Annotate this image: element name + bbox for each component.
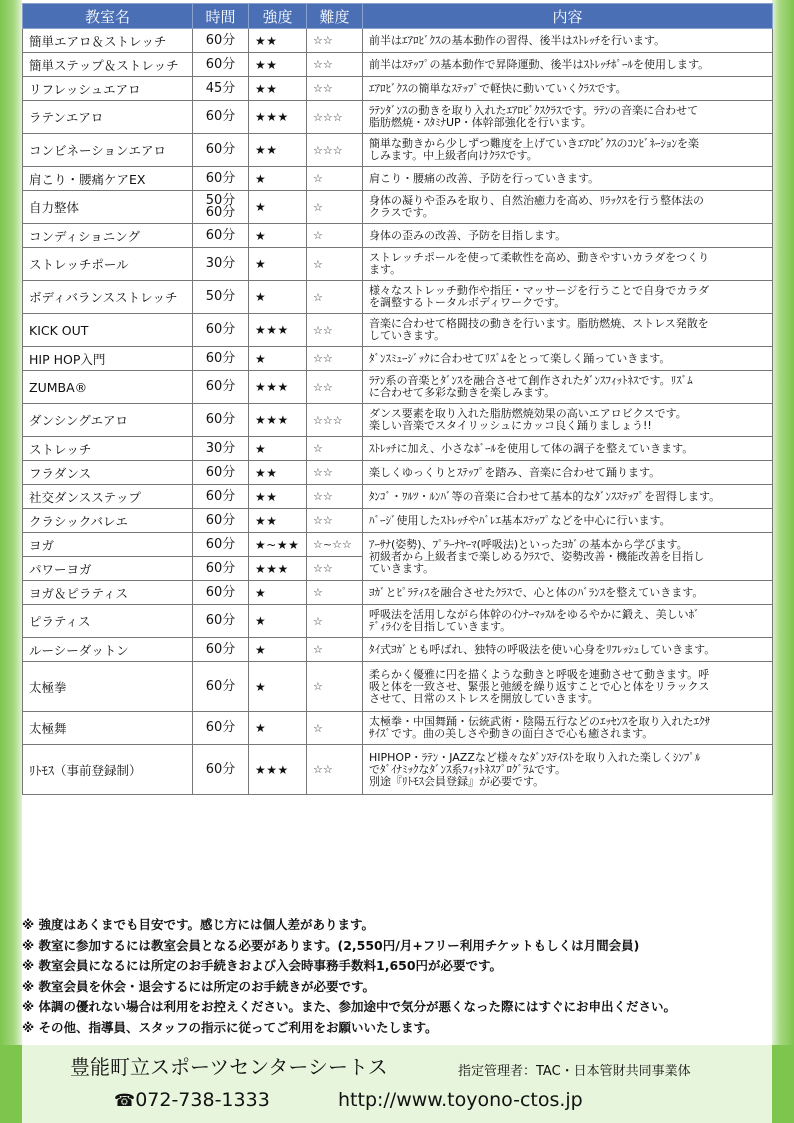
header-content: 内容 <box>363 4 773 29</box>
class-name-cell: コンビネーションエアロ <box>23 134 193 167</box>
time-cell: 60分 <box>193 557 249 581</box>
table-row <box>23 314 773 347</box>
time-cell: 60分 <box>193 485 249 509</box>
header-difficulty: 難度 <box>307 4 363 29</box>
intensity-cell: ★ <box>249 581 307 605</box>
note-item: ※ 教室に参加するには教室会員となる必要があります。(2,550円/月+フリー利用チケットもしくは月間会員) <box>22 937 640 953</box>
manager-text: 指定管理者：TAC・日本管財共同事業体 <box>458 1064 691 1079</box>
difficulty-cell: ☆ <box>307 662 363 712</box>
difficulty-cell: ☆ <box>307 167 363 191</box>
difficulty-cell: ☆ <box>307 437 363 461</box>
difficulty-cell: ☆☆ <box>307 314 363 347</box>
intensity-cell: ★ <box>249 662 307 712</box>
class-name-cell: HIP HOP入門 <box>23 347 193 371</box>
time-cell: 60分 <box>193 224 249 248</box>
intensity-cell: ★ <box>249 281 307 314</box>
table-row <box>23 191 773 224</box>
table-row <box>23 101 773 134</box>
class-name-cell: 簡単エアロ＆ストレッチ <box>23 29 193 53</box>
class-schedule-table <box>22 3 773 795</box>
facility-name: 豊能町立スポーツセンターシートス <box>70 1055 388 1079</box>
difficulty-cell: ☆☆☆ <box>307 404 363 437</box>
difficulty-cell: ☆☆ <box>307 557 363 581</box>
class-name-cell: 肩こり・腰痛ケアEX <box>23 167 193 191</box>
content-cell: 太極拳・中国舞踊・伝統武術・陰陽五行などのｴｯｾﾝｽを取り入れたｴｸｻ ｻｲｽﾞです。曲の美しさや動きの面白さで心も癒されます。 <box>363 712 773 745</box>
table-row <box>23 347 773 371</box>
intensity-cell: ★ <box>249 605 307 638</box>
table-row <box>23 605 773 638</box>
class-name-cell: ヨガ <box>23 533 193 557</box>
class-name-cell: ピラティス <box>23 605 193 638</box>
intensity-cell: ★ <box>249 224 307 248</box>
content-cell: 身体の歪みの改善、予防を目指します。 <box>363 224 773 248</box>
time-cell: 60分 <box>193 662 249 712</box>
class-name-cell: ヨガ＆ピラティス <box>23 581 193 605</box>
intensity-cell: ★★ <box>249 461 307 485</box>
time-cell: 60分 <box>193 29 249 53</box>
content-cell: ｽﾄﾚｯﾁに加え、小さなﾎﾞｰﾙを使用して体の調子を整えていきます。 <box>363 437 773 461</box>
content-cell: ﾗﾃﾝﾀﾞﾝｽの動きを取り入れたｴｱﾛﾋﾞｸｽｸﾗｽです。ﾗﾃﾝの音楽に合わせて 脂肪燃焼・ｽﾀﾐﾅUP・体幹部強化を行います。 <box>363 101 773 134</box>
class-name-cell: ダンシングエアロ <box>23 404 193 437</box>
table-row <box>23 533 773 557</box>
phone-number: 072-738-1333 <box>135 1089 270 1111</box>
difficulty-cell: ☆ <box>307 605 363 638</box>
class-name-cell: 太極拳 <box>23 662 193 712</box>
content-cell: 音楽に合わせて格闘技の動きを行います。脂肪燃焼、ストレス発散を していきます。 <box>363 314 773 347</box>
difficulty-cell: ☆☆ <box>307 371 363 404</box>
difficulty-cell: ☆☆☆ <box>307 134 363 167</box>
difficulty-cell: ☆☆ <box>307 53 363 77</box>
difficulty-cell: ☆☆ <box>307 347 363 371</box>
intensity-cell: ★★ <box>249 29 307 53</box>
content-cell: ﾖｶﾞとﾋﾟﾗﾃｨｽを融合させたｸﾗｽで、心と体のﾊﾞﾗﾝｽを整えていきます。 <box>363 581 773 605</box>
table-row <box>23 485 773 509</box>
class-name-cell: KICK OUT <box>23 314 193 347</box>
intensity-cell: ★ <box>249 167 307 191</box>
note-item: ※ 教室会員を休会・退会するには所定のお手続きが必要です。 <box>22 978 376 994</box>
content-cell: HIPHOP・ﾗﾃﾝ・JAZZなど様々なﾀﾞﾝｽﾃｲｽﾄを取り入れた楽しくｼﾝﾌﾟﾙ でﾀﾞｲﾅﾐｯｸなﾀﾞﾝｽ系ﾌｨｯﾄﾈｽﾌﾟﾛｸﾞﾗﾑです。 別途『ﾘﾄﾓｽ会員登録』が必要です。 <box>363 745 773 795</box>
time-cell: 60分 <box>193 533 249 557</box>
table-row <box>23 404 773 437</box>
notes <box>22 915 782 1038</box>
class-name-cell: ルーシーダットン <box>23 638 193 662</box>
table-row <box>23 509 773 533</box>
intensity-cell: ★ <box>249 712 307 745</box>
time-cell: 60分 <box>193 314 249 347</box>
time-cell: 60分 <box>193 605 249 638</box>
difficulty-cell: ☆☆ <box>307 77 363 101</box>
content-cell: ストレッチポールを使って柔軟性を高め、動きやすいカラダをつくり ます。 <box>363 248 773 281</box>
intensity-cell: ★★★ <box>249 404 307 437</box>
difficulty-cell: ☆ <box>307 191 363 224</box>
time-cell: 60分 <box>193 167 249 191</box>
time-cell: 60分 <box>193 509 249 533</box>
footer <box>0 1045 794 1123</box>
intensity-cell: ★ <box>249 638 307 662</box>
table-row <box>23 134 773 167</box>
time-cell: 60分 <box>193 712 249 745</box>
intensity-cell: ★★★ <box>249 314 307 347</box>
header-time: 時間 <box>193 4 249 29</box>
intensity-cell: ★★ <box>249 53 307 77</box>
time-cell: 60分 <box>193 404 249 437</box>
class-name-cell: フラダンス <box>23 461 193 485</box>
time-cell: 60分 <box>193 101 249 134</box>
content-cell: 様々なストレッチ動作や指圧・マッサージを行うことで自身でカラダ を調整するトータルボディワークです。 <box>363 281 773 314</box>
content-cell: ｴｱﾛﾋﾞｸｽの簡単なｽﾃｯﾌﾟで軽快に動いていくｸﾗｽです。 <box>363 77 773 101</box>
note-item: ※ 体調の優れない場合は利用をお控えください。また、参加途中で気分が悪くなった際にはすぐにお申出ください。 <box>22 999 677 1014</box>
table-header-row <box>23 4 773 29</box>
intensity-cell: ★★★ <box>249 101 307 134</box>
content-cell: ﾀﾞﾝｽﾐｭｰｼﾞｯｸに合わせてﾘｽﾞﾑをとって楽しく踊っていきます。 <box>363 347 773 371</box>
content-cell: ﾀｲ式ﾖｶﾞとも呼ばれ、独特の呼吸法を使い心身をﾘﾌﾚｯｼｭしていきます。 <box>363 638 773 662</box>
time-cell: 60分 <box>193 745 249 795</box>
table-row <box>23 745 773 795</box>
content-cell: ﾀﾝｺﾞ・ﾜﾙﾂ・ﾙﾝﾊﾞ等の音楽に合わせて基本的なﾀﾞﾝｽｽﾃｯﾌﾟを習得します。 <box>363 485 773 509</box>
intensity-cell: ★★★ <box>249 371 307 404</box>
class-name-cell: ﾘﾄﾓｽ（事前登録制） <box>23 745 193 795</box>
class-name-cell: 自力整体 <box>23 191 193 224</box>
header-intensity: 強度 <box>249 4 307 29</box>
difficulty-cell: ☆~☆☆ <box>307 533 363 557</box>
time-cell: 60分 <box>193 371 249 404</box>
difficulty-cell: ☆☆ <box>307 509 363 533</box>
table-row <box>23 167 773 191</box>
content-cell: 前半はｽﾃｯﾌﾟの基本動作で昇降運動、後半はｽﾄﾚｯﾁﾎﾟｰﾙを使用します。 <box>363 53 773 77</box>
intensity-cell: ★★★ <box>249 745 307 795</box>
time-cell: 50分 60分 <box>193 191 249 224</box>
content-cell: ｱｰｻﾅ(姿勢)、ﾌﾟﾗｰﾅﾔｰﾏ(呼吸法)といったﾖｶﾞの基本から学びます。 初級者から上級者まで楽しめるｸﾗｽで、姿勢改善・機能改善を目指し ていきます。 <box>363 533 773 581</box>
intensity-cell: ★ <box>249 437 307 461</box>
table-row <box>23 461 773 485</box>
intensity-cell: ★★ <box>249 134 307 167</box>
difficulty-cell: ☆☆ <box>307 461 363 485</box>
table-row <box>23 371 773 404</box>
intensity-cell: ★ <box>249 248 307 281</box>
phone <box>114 1089 270 1111</box>
time-cell: 60分 <box>193 581 249 605</box>
difficulty-cell: ☆ <box>307 224 363 248</box>
content-cell: 前半はｴｱﾛﾋﾞｸｽの基本動作の習得、後半はｽﾄﾚｯﾁを行います。 <box>363 29 773 53</box>
content-cell: 簡単な動きから少しずつ難度を上げていきｴｱﾛﾋﾞｸｽのｺﾝﾋﾞﾈｰｼｮﾝを楽 しみます。中上級者向けｸﾗｽです。 <box>363 134 773 167</box>
content-cell: 柔らかく優雅に円を描くような動きと呼吸を連動させて動きます。呼 吸と体を一致させ、緊張と弛緩を繰り返すことで心と体をリラックス させて、日常のストレスを開放していきます。 <box>363 662 773 712</box>
time-cell: 50分 <box>193 281 249 314</box>
content-cell: 肩こり・腰痛の改善、予防を行っていきます。 <box>363 167 773 191</box>
note-item: ※ 強度はあくまでも目安です。感じ方には個人差があります。 <box>22 917 375 932</box>
content-cell: ﾗﾃﾝ系の音楽とﾀﾞﾝｽを融合させて創作されたﾀﾞﾝｽﾌｨｯﾄﾈｽです。ﾘｽﾞﾑ に合わせて多彩な動きを楽しみます。 <box>363 371 773 404</box>
intensity-cell: ★★ <box>249 485 307 509</box>
footer-box <box>22 1045 772 1123</box>
note-item: ※ 教室会員になるには所定のお手続きおよび入会時事務手数料1,650円が必要です。 <box>22 958 503 973</box>
intensity-cell: ★ <box>249 191 307 224</box>
content-cell: ﾊﾞｰｼﾞ使用したｽﾄﾚｯﾁやﾊﾞﾚｴ基本ｽﾃｯﾌﾟなどを中心に行います。 <box>363 509 773 533</box>
difficulty-cell: ☆☆ <box>307 745 363 795</box>
time-cell: 30分 <box>193 248 249 281</box>
difficulty-cell: ☆ <box>307 248 363 281</box>
table-row <box>23 281 773 314</box>
table-row <box>23 77 773 101</box>
class-name-cell: 簡単ステップ＆ストレッチ <box>23 53 193 77</box>
class-name-cell: ボディバランスストレッチ <box>23 281 193 314</box>
difficulty-cell: ☆☆☆ <box>307 101 363 134</box>
table-row <box>23 224 773 248</box>
content-cell: 身体の凝りや歪みを取り、自然治癒力を高め、ﾘﾗｯｸｽを行う整体法の クラスです。 <box>363 191 773 224</box>
content-cell: ダンス要素を取り入れた脂肪燃焼効果の高いエアロビクスです。 楽しい音楽でスタイリッシュにカッコ良く踊りましょう!! <box>363 404 773 437</box>
intensity-cell: ★★ <box>249 509 307 533</box>
content-cell: 楽しくゆっくりとｽﾃｯﾌﾟを踏み、音楽に合わせて踊ります。 <box>363 461 773 485</box>
time-cell: 60分 <box>193 461 249 485</box>
header-class-name: 教室名 <box>23 4 193 29</box>
table-row <box>23 581 773 605</box>
difficulty-cell: ☆ <box>307 638 363 662</box>
website-link[interactable]: http://www.toyono-ctos.jp <box>338 1089 583 1111</box>
table-row <box>23 712 773 745</box>
class-name-cell: ラテンエアロ <box>23 101 193 134</box>
table-row <box>23 248 773 281</box>
class-name-cell: ストレッチポール <box>23 248 193 281</box>
time-cell: 60分 <box>193 638 249 662</box>
class-name-cell: パワーヨガ <box>23 557 193 581</box>
time-cell: 60分 <box>193 347 249 371</box>
intensity-cell: ★★ <box>249 77 307 101</box>
class-name-cell: ストレッチ <box>23 437 193 461</box>
class-name-cell: クラシックバレエ <box>23 509 193 533</box>
table-row <box>23 53 773 77</box>
intensity-cell: ★ <box>249 347 307 371</box>
class-name-cell: コンディショニング <box>23 224 193 248</box>
difficulty-cell: ☆☆ <box>307 29 363 53</box>
time-cell: 60分 <box>193 134 249 167</box>
time-cell: 30分 <box>193 437 249 461</box>
intensity-cell: ★★★ <box>249 557 307 581</box>
table-row <box>23 437 773 461</box>
class-name-cell: 太極舞 <box>23 712 193 745</box>
content-cell: 呼吸法を活用しながら体幹のｲﾝﾅｰﾏｯｽﾙをゆるやかに鍛え、美しいﾎﾞ ﾃﾞｨﾗｲﾝを目指していきます。 <box>363 605 773 638</box>
class-name-cell: リフレッシュエアロ <box>23 77 193 101</box>
difficulty-cell: ☆☆ <box>307 485 363 509</box>
time-cell: 60分 <box>193 53 249 77</box>
time-cell: 45分 <box>193 77 249 101</box>
class-name-cell: 社交ダンスステップ <box>23 485 193 509</box>
phone-icon: ☎ <box>114 1091 136 1111</box>
table-row <box>23 638 773 662</box>
intensity-cell: ★~★★ <box>249 533 307 557</box>
difficulty-cell: ☆ <box>307 581 363 605</box>
table-row <box>23 662 773 712</box>
difficulty-cell: ☆ <box>307 712 363 745</box>
note-item: ※ その他、指導員、スタッフの指示に従ってご利用をお願いいたします。 <box>22 1019 438 1035</box>
table-row <box>23 29 773 53</box>
class-name-cell: ZUMBA® <box>23 371 193 404</box>
difficulty-cell: ☆ <box>307 281 363 314</box>
